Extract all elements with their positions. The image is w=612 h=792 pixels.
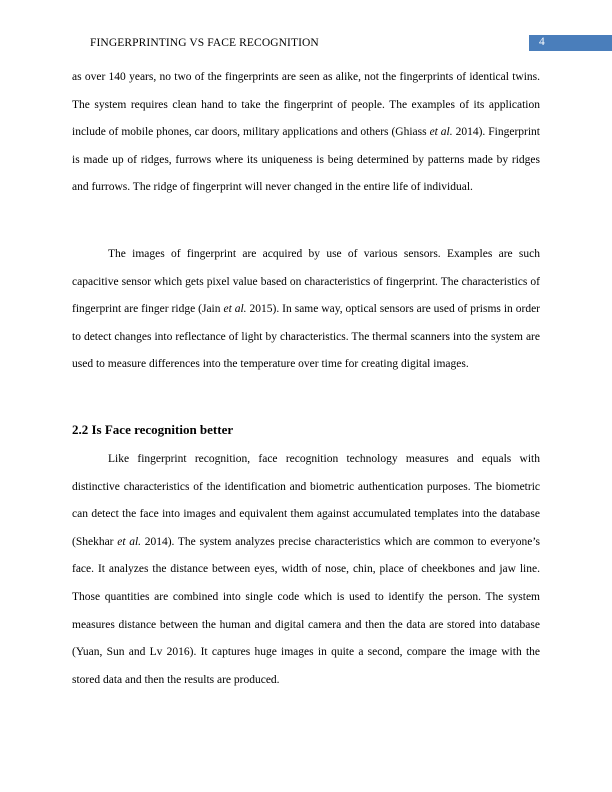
paragraph-1-citation-italic: et al. <box>429 126 453 139</box>
paragraph-2-citation-italic: et al. <box>223 303 247 316</box>
paragraph-3-text-a: Like fingerprint recognition, face recognition technology measures and equals with distinctive characteristics of the identification and biometric authentication purposes. The biometric can detect the face into images and equivalent them against accumulated templates into the database (Shekhar <box>72 453 540 548</box>
body-paragraph-2 <box>72 241 540 379</box>
paragraph-3-citation-italic: et al. <box>117 535 142 548</box>
paragraph-2-text-b: 2015). In same way, optical sensors are used of prisms in order to detect changes into reflectance of light by characteristics. The thermal scanners into the system are used to measure differences into the temperature over time for creating digital images. <box>72 303 541 371</box>
paragraph-1-text-a: as over 140 years, no two of the fingerprints are seen as alike, not the fingerprints of identical twins. The system requires clean hand to take the fingerprint of people. The examples of its application include of mobile phones, car doors, military applications and others (Ghiass <box>72 71 540 139</box>
paragraph-3-text-b: 2014). The system analyzes precise characteristics which are common to everyone’s face. It analyzes the distance between eyes, width of nose, chin, place of cheekbones and jaw line. Those quantities are combined into single code which is used to identify the person. The system measures distance between the human and digital camera and then the data are stored into database (Yuan, Sun and Lv 2016). It captures huge images in quite a second, compare the image with the stored data and then the results are produced. <box>72 535 541 686</box>
body-paragraph-1 <box>72 64 540 202</box>
paragraph-1-text-b: 2014). Fingerprint is made up of ridges, furrows where its uniqueness is being determined by patterns made by ridges and furrows. The ridge of fingerprint will never changed in the entire life of individual. <box>72 126 540 194</box>
page-number: 4 <box>539 36 545 48</box>
page-number-bar <box>529 35 612 51</box>
paragraph-2-text-a: The images of fingerprint are acquired by use of various sensors. Examples are such capacitive sensor which gets pixel value based on characteristics of fingerprint. The characteristics of fingerprint are finger ridge (Jain <box>72 248 540 316</box>
running-header-title: FINGERPRINTING VS FACE RECOGNITION <box>90 37 319 49</box>
body-paragraph-3 <box>72 446 540 694</box>
section-heading: 2.2 Is Face recognition better <box>72 422 234 437</box>
